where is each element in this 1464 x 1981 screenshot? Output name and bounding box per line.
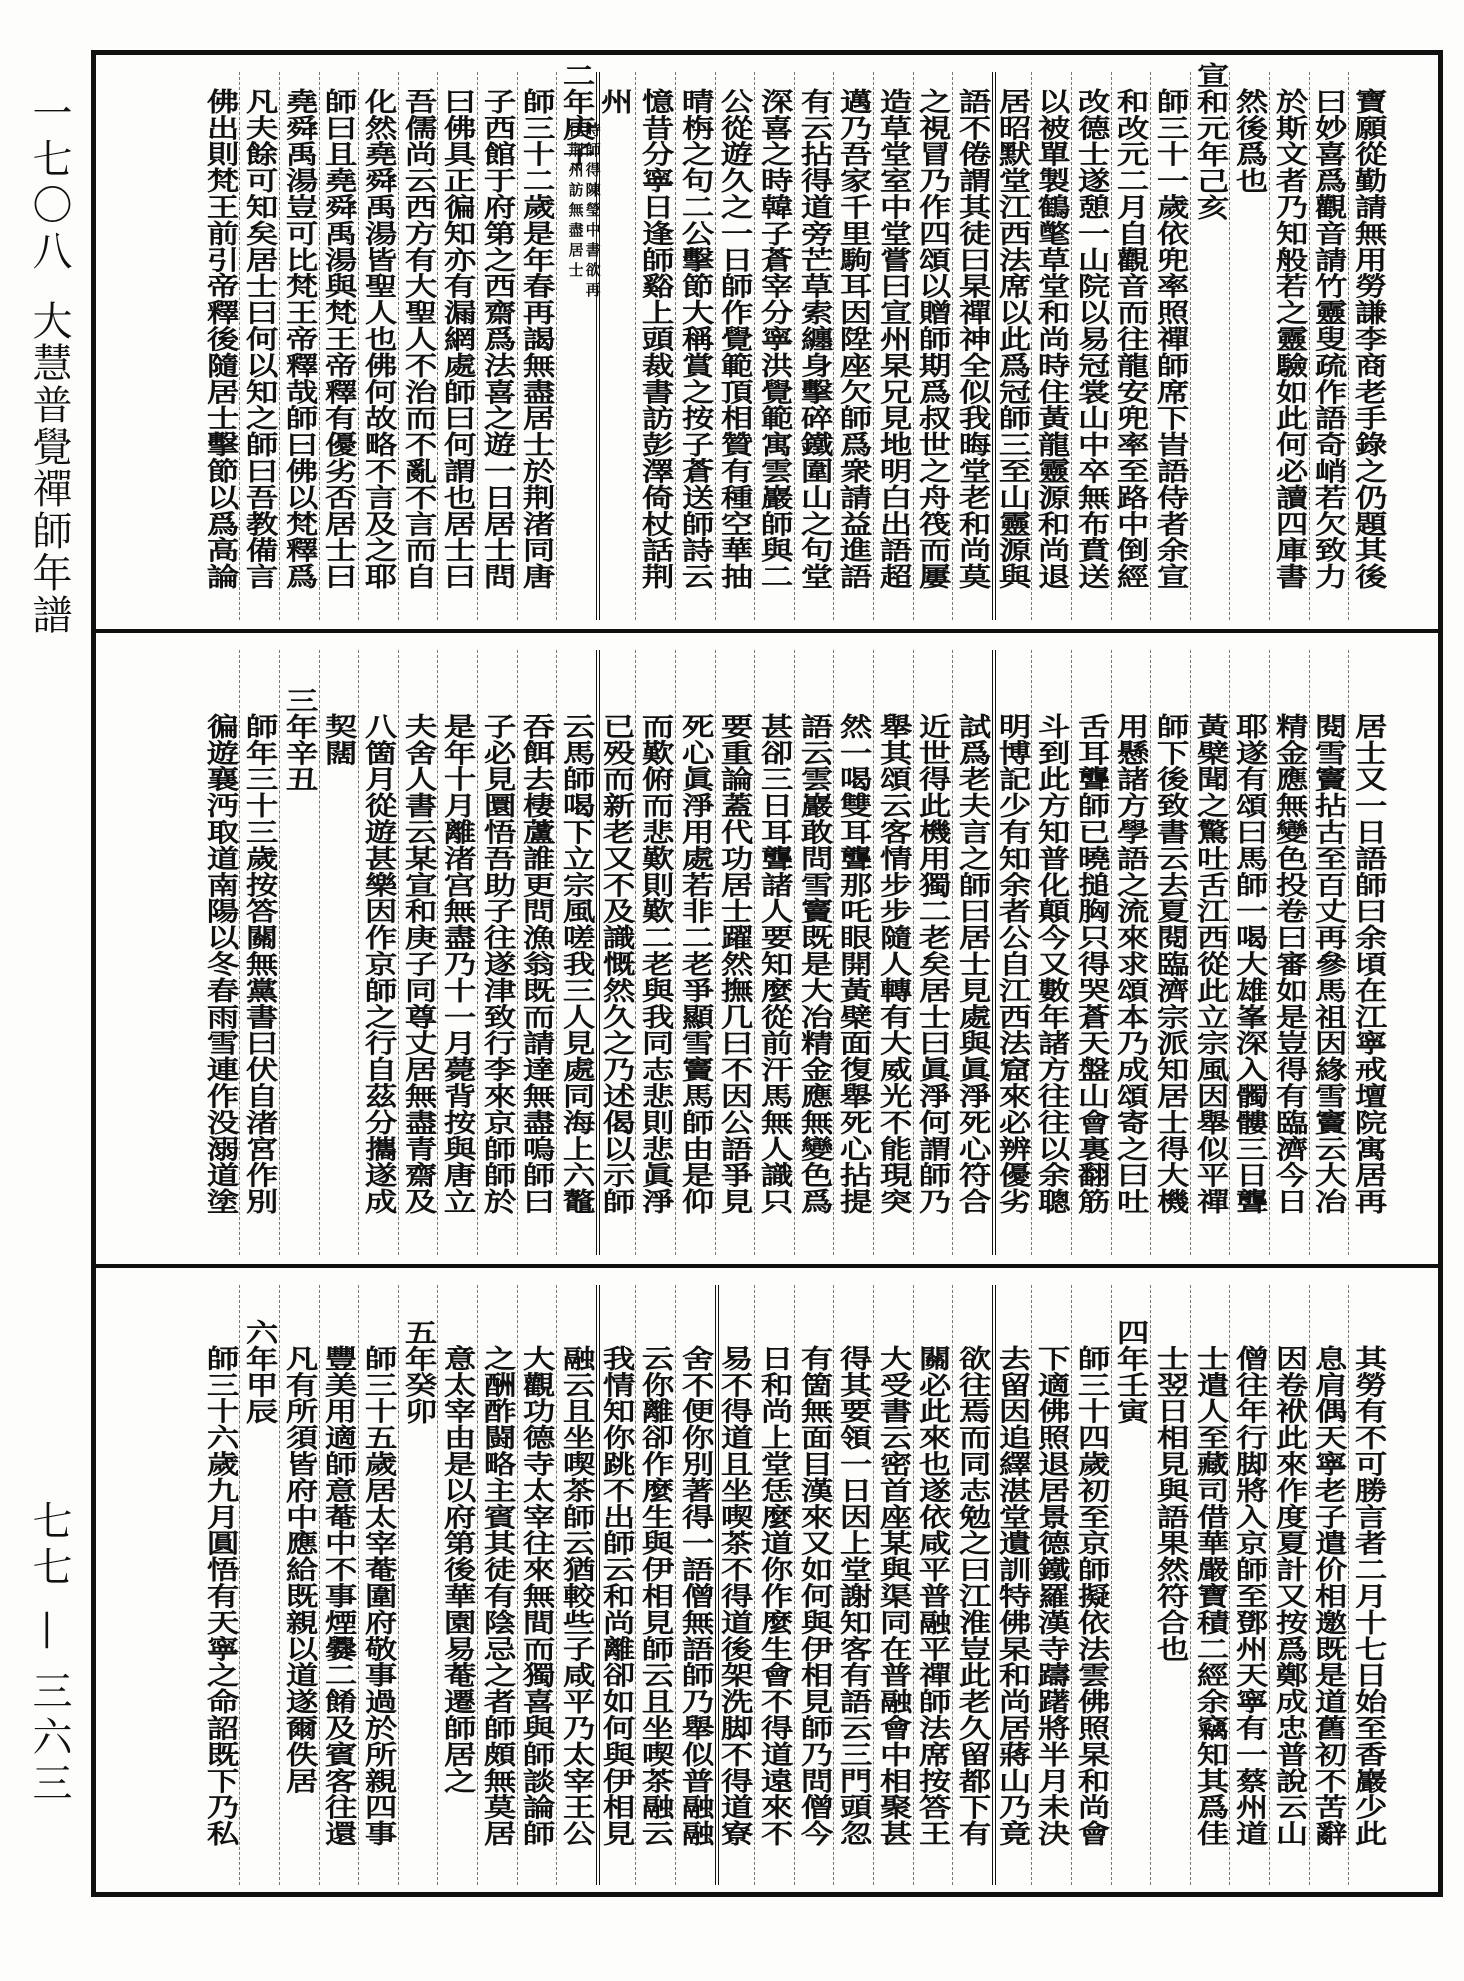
text-column: 化然堯舜禹湯皆聖人也佛何故略不言及之耶 bbox=[359, 88, 397, 590]
text-column: 其勞有不可勝言者二月十七日始至香巖少此 bbox=[1349, 1345, 1387, 1847]
text-column: 有箇無面目漢來又如何與伊相見師乃問僧今 bbox=[794, 1345, 833, 1847]
text-column: 息肩偶天寧老子遣价相邀既是道舊初不苦辭 bbox=[1309, 1345, 1348, 1847]
text-column: 舉其頌云客情步步隨人轉有大威光不能現突 bbox=[874, 713, 912, 1215]
text-column: 師三十五歲居太宰菴圍府敬事過於所親四事 bbox=[359, 1345, 397, 1847]
text-column: 夫舍人書云某宣和庚子同尊丈居無盡青齋及 bbox=[398, 713, 437, 1215]
text-column: 意太宰由是以府第後華園易菴遷師居之 bbox=[438, 1345, 476, 1794]
text-column: 居士又一日語師曰余頃在江寧戒壇院寓居再 bbox=[1349, 713, 1387, 1215]
text-column: 師年三十三歲按答關無黨書曰伏自渚宮作別 bbox=[240, 713, 278, 1215]
text-column: 八箇月從遊甚樂因作京師之行自茲分攜遂成 bbox=[359, 713, 397, 1215]
text-column: 師三十一歲依兜率照禪師席下旹語侍者余宣 bbox=[1151, 88, 1189, 590]
text-column: 以被單製鶴氅草堂和尚時住黃龍靈源和尚退 bbox=[1032, 88, 1070, 590]
text-column: 師三十二歲是年春再謁無盡居士於荆渚同唐 bbox=[517, 88, 556, 590]
page-number: 三六三 bbox=[26, 1670, 72, 1808]
text-column: 寶願從勤請無用勞謙李商老手錄之仍題其後 bbox=[1349, 88, 1387, 590]
interlinear-note: 時師得陳瑩中書欲再 bbox=[583, 122, 602, 302]
text-column: 士翌日相見與語果然符合也 bbox=[1151, 1345, 1189, 1662]
text-column: 師下後致書云去夏閱臨濟宗派知居士得大機 bbox=[1151, 713, 1189, 1215]
text-column: 有云拈得道旁芒草索纏身擊碎鐵圍山之句堂 bbox=[794, 88, 833, 590]
text-column: 語云雲巖敢問雪竇既是大冶精金應無變色爲 bbox=[794, 713, 833, 1215]
text-column: 云馬師喝下立宗風嗟我三人見處同海上六鼇 bbox=[557, 713, 595, 1215]
year-heading: 宣和元年己亥 bbox=[1190, 62, 1229, 221]
text-column: 凡夫餘可知矣居士曰何以知之師曰吾教備言 bbox=[240, 88, 278, 590]
text-column: 僧往年行脚將入京師至鄧州天寧有一蔡州道 bbox=[1230, 1345, 1268, 1847]
year-heading: 二年庚子 bbox=[557, 62, 595, 168]
text-column: 子必見圜悟吾助子往遂津致行李來京師師於 bbox=[478, 713, 516, 1215]
text-column: 用懸諸方學語之流來求頌本乃成頌寄之曰吐 bbox=[1111, 713, 1150, 1215]
text-column: 深喜之時韓子蒼宰分寧洪覺範寓雲巖師與二 bbox=[755, 88, 793, 590]
text-column: 是年十月離渚宫無盡乃十一月薨背按與唐立 bbox=[438, 713, 476, 1215]
year-heading: 四年壬寅 bbox=[1111, 1319, 1150, 1425]
text-column: 而歎俯而悲歎則歎二老與我同志悲則悲眞淨 bbox=[636, 713, 674, 1215]
panel-divider bbox=[91, 629, 1443, 633]
year-heading: 五年癸卯 bbox=[398, 1319, 437, 1425]
text-column: 得其要領一日因上堂謝知客有語云三門頭忽 bbox=[834, 1345, 872, 1847]
text-column: 要重論蓋代功居士躍然撫几曰不因公語爭見 bbox=[715, 713, 754, 1215]
text-column: 吾儒尚云西方有大聖人不治而不亂不言而自 bbox=[398, 88, 437, 590]
text-column: 師曰且堯舜禹湯與梵王帝釋有優劣否居士曰 bbox=[319, 88, 358, 590]
text-column: 死心眞淨用處若非二老爭顯雪竇馬師由是仰 bbox=[676, 713, 714, 1215]
text-column: 子西館于府第之西齋爲法喜之遊一日居士問 bbox=[478, 88, 516, 590]
text-column: 已殁而新老又不及識慨然久之乃述偈以示師 bbox=[596, 713, 635, 1215]
text-column: 然一喝雙耳聾那吒眼開黃檗面復舉死心拈提 bbox=[834, 713, 872, 1215]
year-heading: 六年甲辰 bbox=[240, 1319, 278, 1425]
column-rule bbox=[635, 72, 636, 620]
text-column: 關必此來也遂依咸平普融平禪師法席按答王 bbox=[913, 1345, 952, 1847]
text-column: 黃檗聞之驚吐舌江西從此立宗風因舉似平禪 bbox=[1190, 713, 1229, 1215]
year-heading: 三年辛丑 bbox=[280, 687, 318, 793]
text-column: 去留因追繹湛堂遺訓特佛杲和尚居蔣山乃竟 bbox=[992, 1345, 1031, 1847]
text-column: 佛出則梵王前引帝釋後隨居士擊節以爲高論 bbox=[200, 88, 239, 590]
text-column: 曰妙喜爲觀音請竹靈叟疏作語奇峭若欠致力 bbox=[1309, 88, 1348, 590]
text-column: 師三十六歲九月圓悟有天寧之命詔既下乃私 bbox=[200, 1345, 239, 1847]
text-column: 下適佛照退居景德鐵羅漢寺躊躇將半月未決 bbox=[1032, 1345, 1070, 1847]
text-column: 士遣人至藏司借華嚴寶積二經余竊知其爲佳 bbox=[1190, 1345, 1229, 1847]
text-column: 明博記少有知余者公自江西法窟來必辨優劣 bbox=[992, 713, 1031, 1215]
text-column: 堯舜禹湯豈可比梵王帝釋哉師曰佛以梵釋爲 bbox=[280, 88, 318, 590]
panel-divider bbox=[91, 1264, 1443, 1268]
text-column: 云你離卻作麼生與伊相見師云且坐喫茶融云 bbox=[636, 1345, 674, 1847]
text-column: 因卷袱此來作度夏計又按爲鄭成忠普說云山 bbox=[1270, 1345, 1308, 1847]
text-column: 之視冒乃作四頌以贈師期爲叔世之舟筏而屢 bbox=[913, 88, 952, 590]
text-column: 契闊 bbox=[319, 713, 358, 766]
text-column: 易不得道且坐喫茶不得道後架洗脚不得道寮 bbox=[715, 1345, 754, 1847]
text-column: 語不倦謂其徒曰杲禪神全似我晦堂老和尚莫 bbox=[953, 88, 991, 590]
text-column: 豐美用適師意菴中不事煙爨二餚及賓客往還 bbox=[319, 1345, 358, 1847]
text-column: 融云且坐喫茶師云猶較些子咸平乃太宰王公 bbox=[557, 1345, 595, 1847]
text-column: 改德士遂憩一山院以易冠裳山中卒無布賁送 bbox=[1072, 88, 1110, 590]
text-column: 憶昔分寧日逢師谿上頭裁書訪彭澤倚杖話荆 bbox=[636, 88, 674, 590]
text-column: 造草堂室中堂嘗曰宣州杲兄見地明白出語超 bbox=[874, 88, 912, 590]
page-code: 一七〇八 bbox=[26, 92, 72, 276]
text-column: 日和尚上堂恁麼道你作麼生會不得道遠來不 bbox=[755, 1345, 793, 1847]
text-column: 居昭默堂江西法席以此爲冠師三至山靈源與 bbox=[992, 88, 1031, 590]
text-column: 徧遊襄沔取道南陽以冬春雨雪連作没溺道塗 bbox=[200, 713, 239, 1215]
text-column: 於斯文者乃知般若之靈驗如此何必讀四庫書 bbox=[1270, 88, 1308, 590]
text-column: 精金應無變色投卷曰審如是豈得有臨濟今日 bbox=[1270, 713, 1308, 1215]
interlinear-note: 往荆州訪無盡居士 bbox=[566, 122, 585, 282]
column-text: 州 bbox=[594, 88, 633, 114]
text-column: 斗到此方知普化顛今又數年諸方往往以余聰 bbox=[1032, 713, 1070, 1215]
text-column: 試爲老夫言之師曰居士見處與眞淨死心符合 bbox=[953, 713, 991, 1215]
text-column: 然後爲也 bbox=[1230, 88, 1268, 194]
text-column: 甚卻三日耳聾諸人要知麼從前汗馬無人識只 bbox=[755, 713, 793, 1215]
text-column: 舌耳聾師已曉搥胸只得哭蒼天盤山會裏翻筋 bbox=[1072, 713, 1110, 1215]
text-column: 和改元二月自觀音而往龍安兜率至路中倒經 bbox=[1111, 88, 1150, 590]
text-column: 近世得此機用獨二老矣居士曰眞淨何謂師乃 bbox=[913, 713, 952, 1215]
text-column: 我情知你跳不出師云和尚離卻如何與伊相見 bbox=[596, 1345, 635, 1847]
text-column: 公從遊久之一日師作覺範頂相贊有種空華抽 bbox=[715, 88, 754, 590]
text-column: 晴栴之句二公擊節大稱賞之按子蒼送師詩云 bbox=[676, 88, 714, 590]
text-column: 師三十四歲初至京師擬依法雲佛照杲和尚會 bbox=[1072, 1345, 1110, 1847]
text-column: 凡有所須皆府中應給既親以道遂爾佚居 bbox=[280, 1345, 318, 1794]
text-column: 大觀功德寺太宰往來無間而獨喜與師談論師 bbox=[517, 1345, 556, 1847]
page-dash: — bbox=[26, 1610, 72, 1656]
text-column: 舍不便你別著得一語僧無語師乃舉似普融融 bbox=[676, 1345, 714, 1847]
text-column: 大受書云密首座某與渠同在普融會中相聚甚 bbox=[874, 1345, 912, 1847]
text-column: 之酬酢闘略主賓其徒有陰忌之者師頗無莫居 bbox=[478, 1345, 516, 1847]
book-title: 大慧普覺禪師年譜 bbox=[26, 300, 72, 636]
text-column: 曰佛具正徧知亦有漏網處師曰何謂也居士曰 bbox=[438, 88, 476, 590]
text-column: 吞餌去棲蘆誰更問漁翁既而請達無盡嗚師曰 bbox=[517, 713, 556, 1215]
text-column: 閱雪竇拈古至百丈再參馬祖因緣雪竇云大冶 bbox=[1309, 713, 1348, 1215]
text-column: 邁乃吾家千里駒耳因陞座欠師爲衆請益進語 bbox=[834, 88, 872, 590]
text-column: 耶遂有頌曰馬師一喝大雄峯深入髑髏三日聾 bbox=[1230, 713, 1268, 1215]
text-column: 欲往焉而同志勉之曰江淮豈此老久留都下有 bbox=[953, 1345, 991, 1847]
volume-number: 七七 bbox=[26, 1500, 72, 1592]
